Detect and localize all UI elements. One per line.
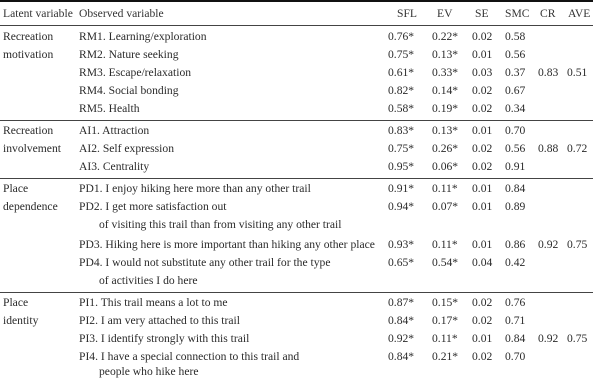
sfl-value: 0.87* xyxy=(388,296,415,309)
latent-label: Recreation xyxy=(3,30,54,43)
ev-value: 0.17* xyxy=(432,314,459,327)
cr-value: 0.92 xyxy=(538,238,559,251)
smc-value: 0.86 xyxy=(505,238,526,251)
observed-label: AI1. Attraction xyxy=(79,124,150,137)
latent-label: motivation xyxy=(3,48,54,61)
se-value: 0.02 xyxy=(472,314,493,327)
se-value: 0.01 xyxy=(472,182,493,195)
se-value: 0.01 xyxy=(472,200,493,213)
latent-label: dependence xyxy=(3,200,58,213)
smc-value: 0.58 xyxy=(505,30,526,43)
observed-label-continuation: people who hike here xyxy=(99,365,199,378)
group-divider xyxy=(0,120,593,121)
header-rule xyxy=(0,25,593,26)
ev-value: 0.19* xyxy=(432,102,459,115)
ave-value: 0.75 xyxy=(567,238,588,251)
se-value: 0.02 xyxy=(472,350,493,363)
smc-value: 0.89 xyxy=(505,200,526,213)
ave-value: 0.75 xyxy=(567,332,588,345)
smc-value: 0.56 xyxy=(505,48,526,61)
sfl-value: 0.84* xyxy=(388,350,415,363)
sfl-value: 0.76* xyxy=(388,30,415,43)
smc-value: 0.76 xyxy=(505,296,526,309)
observed-label: RM1. Learning/exploration xyxy=(79,30,207,43)
ave-value: 0.72 xyxy=(567,142,588,155)
header-cr: CR xyxy=(540,7,556,20)
observed-label-continuation: of visiting this trail than from visiting any other trail xyxy=(99,218,342,231)
smc-value: 0.56 xyxy=(505,142,526,155)
smc-value: 0.84 xyxy=(505,332,526,345)
se-value: 0.01 xyxy=(472,332,493,345)
sfl-value: 0.61* xyxy=(388,66,415,79)
se-value: 0.01 xyxy=(472,238,493,251)
cr-value: 0.83 xyxy=(538,66,559,79)
latent-label: Place xyxy=(3,182,29,195)
observed-label: AI3. Centrality xyxy=(79,160,150,173)
se-value: 0.02 xyxy=(472,102,493,115)
observed-label: PD2. I get more satisfaction out xyxy=(79,200,227,213)
observed-label-continuation: of activities I do here xyxy=(99,274,198,287)
header-latent-variable: Latent variable xyxy=(3,7,73,20)
observed-label: AI2. Self expression xyxy=(79,142,174,155)
header-sfl: SFL xyxy=(397,7,417,20)
group-divider xyxy=(0,178,593,179)
smc-value: 0.70 xyxy=(505,350,526,363)
ev-value: 0.26* xyxy=(432,142,459,155)
se-value: 0.02 xyxy=(472,142,493,155)
se-value: 0.01 xyxy=(472,48,493,61)
latent-label: involvement xyxy=(3,142,61,155)
observed-label: PD1. I enjoy hiking here more than any other trail xyxy=(79,182,311,195)
latent-label: Place xyxy=(3,296,29,309)
smc-value: 0.70 xyxy=(505,124,526,137)
observed-label: PI4. I have a special connection to this trail and xyxy=(79,350,300,363)
ev-value: 0.11* xyxy=(432,182,458,195)
se-value: 0.04 xyxy=(472,256,493,269)
observed-label: RM2. Nature seeking xyxy=(79,48,179,61)
ev-value: 0.15* xyxy=(432,296,459,309)
observed-label: PD4. I would not substitute any other trail for the type xyxy=(79,256,331,269)
ev-value: 0.33* xyxy=(432,66,459,79)
sfl-value: 0.65* xyxy=(388,256,415,269)
top-rule xyxy=(0,0,593,2)
se-value: 0.02 xyxy=(472,84,493,97)
smc-value: 0.67 xyxy=(505,84,526,97)
header-se: SE xyxy=(475,7,489,20)
cr-value: 0.92 xyxy=(538,332,559,345)
ev-value: 0.11* xyxy=(432,332,458,345)
se-value: 0.03 xyxy=(472,66,493,79)
sfl-value: 0.75* xyxy=(388,48,415,61)
se-value: 0.02 xyxy=(472,30,493,43)
smc-value: 0.84 xyxy=(505,182,526,195)
ev-value: 0.22* xyxy=(432,30,459,43)
cr-value: 0.88 xyxy=(538,142,559,155)
sfl-value: 0.75* xyxy=(388,142,415,155)
observed-label: RM4. Social bonding xyxy=(79,84,179,97)
observed-label: PI1. This trail means a lot to me xyxy=(79,296,228,309)
group-divider xyxy=(0,292,593,293)
sfl-value: 0.58* xyxy=(388,102,415,115)
ave-value: 0.51 xyxy=(567,66,588,79)
header-smc: SMC xyxy=(505,7,530,20)
smc-value: 0.71 xyxy=(505,314,526,327)
smc-value: 0.91 xyxy=(505,160,526,173)
sfl-value: 0.92* xyxy=(388,332,415,345)
latent-label: Recreation xyxy=(3,124,54,137)
ev-value: 0.11* xyxy=(432,238,458,251)
sfl-value: 0.95* xyxy=(388,160,415,173)
ev-value: 0.13* xyxy=(432,48,459,61)
se-value: 0.01 xyxy=(472,124,493,137)
se-value: 0.02 xyxy=(472,160,493,173)
header-ave: AVE xyxy=(568,7,591,20)
ev-value: 0.21* xyxy=(432,350,459,363)
sfl-value: 0.94* xyxy=(388,200,415,213)
ev-value: 0.06* xyxy=(432,160,459,173)
ev-value: 0.54* xyxy=(432,256,459,269)
observed-label: PD3. Hiking here is more important than hiking any other place xyxy=(79,238,375,251)
observed-label: RM3. Escape/relaxation xyxy=(79,66,192,79)
sfl-value: 0.91* xyxy=(388,182,415,195)
latent-label: identity xyxy=(3,314,39,327)
ev-value: 0.07* xyxy=(432,200,459,213)
observed-label: RM5. Health xyxy=(79,102,140,115)
sfl-value: 0.83* xyxy=(388,124,415,137)
observed-label: PI2. I am very attached to this trail xyxy=(79,314,240,327)
smc-value: 0.42 xyxy=(505,256,526,269)
smc-value: 0.34 xyxy=(505,102,526,115)
smc-value: 0.37 xyxy=(505,66,526,79)
header-observed-variable: Observed variable xyxy=(79,7,164,20)
sfl-value: 0.84* xyxy=(388,314,415,327)
sfl-value: 0.93* xyxy=(388,238,415,251)
ev-value: 0.13* xyxy=(432,124,459,137)
observed-label: PI3. I identify strongly with this trail xyxy=(79,332,250,345)
se-value: 0.02 xyxy=(472,296,493,309)
ev-value: 0.14* xyxy=(432,84,459,97)
header-ev: EV xyxy=(437,7,453,20)
sfl-value: 0.82* xyxy=(388,84,415,97)
